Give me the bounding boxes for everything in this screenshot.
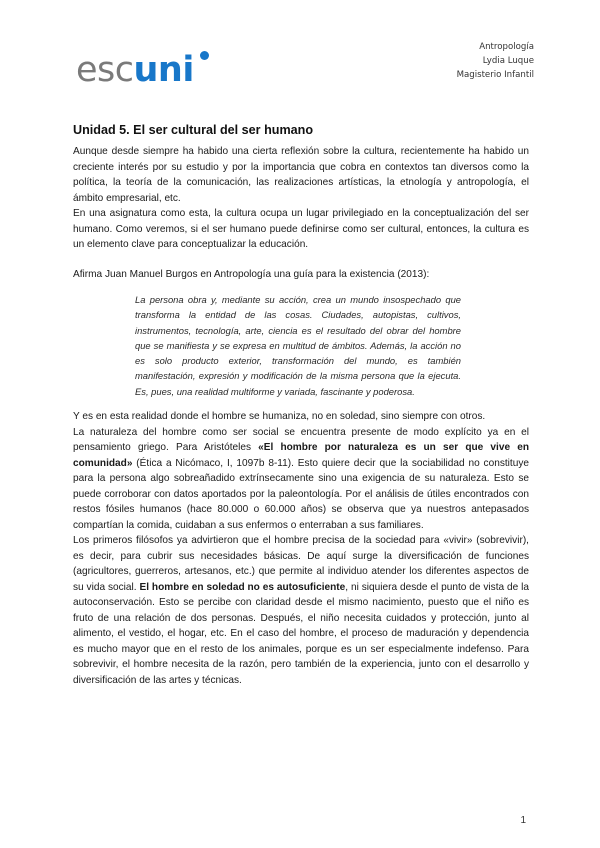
header-subject: Antropología xyxy=(479,42,534,52)
paragraph-philosophers: Los primeros filósofos ya advirtieron que el hombre precisa de la sociedad para «vivir» (sobrevivir), es decir, para cubrir sus necesidades básicas. De aquí surge la diversificación de funciones (agricultores, guerreros, artesanos, etc.) que permite al individuo atender los diferentes aspectos de su vida social. El hombre en soledad no es autosuficiente, ni siquiera desde el punto de vista de la autoconservación. Esto se percibe con claridad desde el mismo nacimiento, puesto que el niño es fruto de una relación de dos personas. Después, el niño necesita cuidados y protección, junto al alimento, el vestido, el hogar, etc. En el caso del hombre, el proceso de maduración y dependencia es mucho mayor que en el resto de los animales, porque es un ser especialmente indefenso. Para sobrevivir, el hombre necesita de la razón, pero también de la experiencia, junto con el desarrollo y diversificación de las artes y técnicas. xyxy=(73,535,529,686)
bold-quote: «El hombre por naturaleza es un ser que vive en comunidad» xyxy=(73,442,529,469)
page-header xyxy=(457,40,534,82)
header-course: Magisterio Infantil xyxy=(456,70,534,80)
paragraph-subject: En una asignatura como esta, la cultura ocupa un lugar privilegiado en la conceptualización del ser humano. Como veremos, si el ser humano puede definirse como ser cultural, entonces, la cultura es un elemento clave para conceptualizar la educación. xyxy=(73,208,529,250)
logo-text-esc: esc xyxy=(76,50,134,90)
page-number: 1 xyxy=(520,815,526,826)
paragraph-citation-intro: Afirma Juan Manuel Burgos en Antropología una guía para la existencia (2013): xyxy=(73,268,430,280)
block-quote: La persona obra y, mediante su acción, crea un mundo insospechado que transforma la entidad de las cosas. Ciudades, autopistas, cultivos, instrumentos, tecnología, arte, ciencia es el resultado del obrar del hombre que se manifiesta y se expresa en multitud de ámbitos. Además, la acción no es solo producto exterior, transformación del mundo, es también manifestación, expresión y modificación de la misma persona que la ejecuta. Es, pues, una realidad multiforme y variada, fascinante y poderosa. xyxy=(135,294,461,397)
page-title: Unidad 5. El ser cultural del ser humano xyxy=(73,123,314,137)
document-body xyxy=(73,122,529,688)
paragraph-humanization: Y es en esta realidad donde el hombre se humaniza, no en soledad, sino siempre con otros. xyxy=(73,411,486,423)
bold-statement: El hombre en soledad no es autosuficiente xyxy=(139,581,346,593)
header-author: Lydia Luque xyxy=(482,56,534,66)
logo-text-uni: uni xyxy=(133,50,194,90)
logo-badge-icon xyxy=(200,51,209,60)
paragraph-intro: Aunque desde siempre ha habido una cierta reflexión sobre la cultura, recientemente ha habido un creciente interés por su estudio y por la importancia que cobra en contextos tan diversos como la política, la teoría de la comunicación, las realizaciones artísticas, la etnología y antropología, el ámbito empresarial, etc. xyxy=(73,146,529,204)
escuni-logo xyxy=(76,48,216,96)
paragraph-social-nature: La naturaleza del hombre como ser social se encuentra presente de modo explícito ya en el pensamiento griego. Para Aristóteles «El hombre por naturaleza es un ser que vive en comunidad» (Ética a Nicómaco, I, 1097b 8-11). Esto quiere decir que la sociabilidad no constituye para la persona algo sobreañadido extrínsecamente sino una exigencia de su naturaleza. Esto se puede corroborar con datos aportados por la paleontología. Por el análisis de útiles encontrados con restos fósiles humanos (hace 80.000 o 60.000 años) se observa que ya nuestros antepasados compartían la comida, cuidaban a sus enfermos o enterraban a sus familiares. xyxy=(73,426,529,531)
